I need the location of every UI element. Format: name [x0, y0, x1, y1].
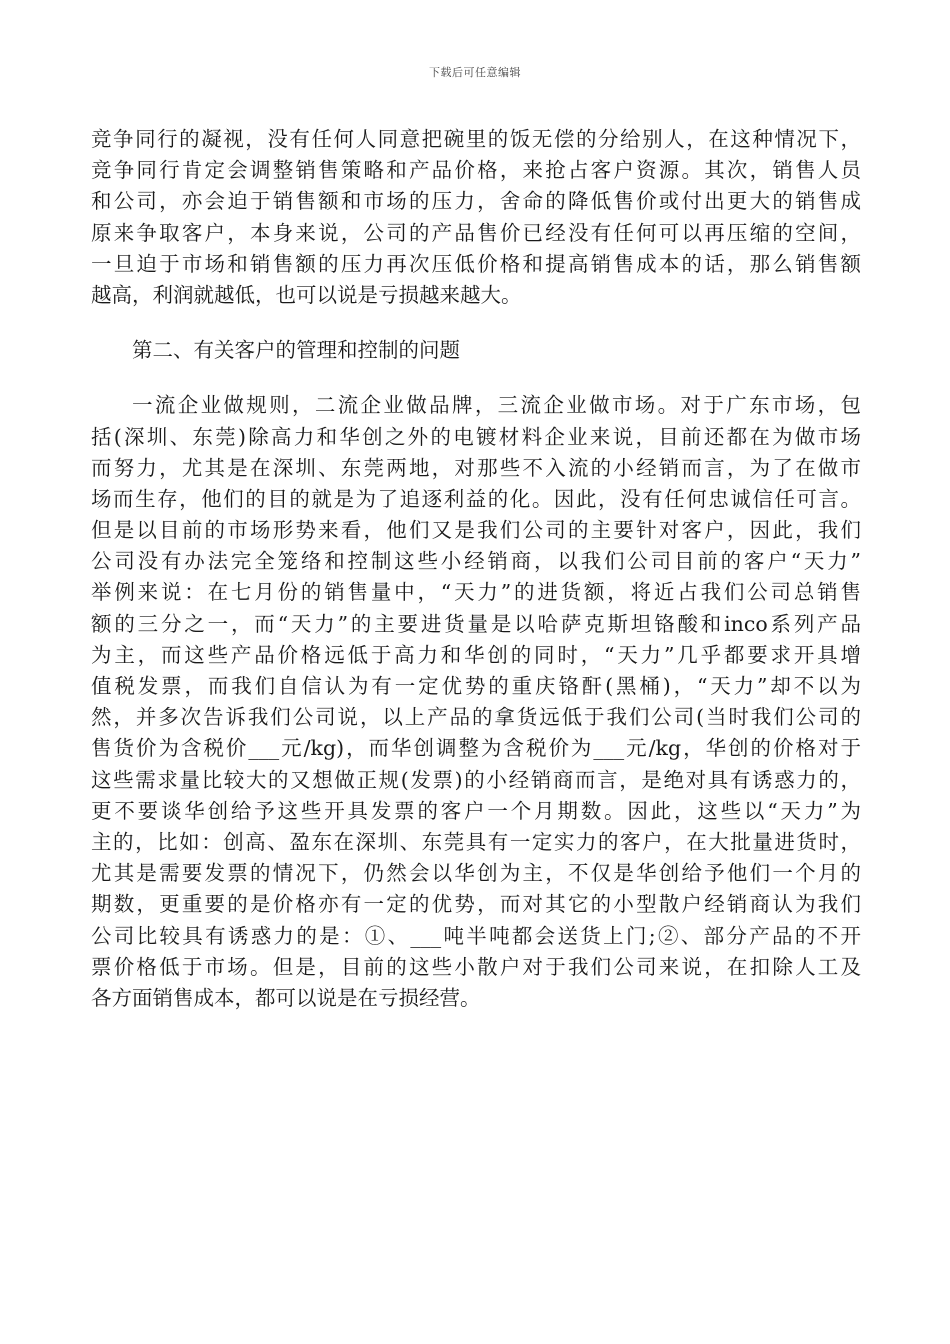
- paragraph-3: [91, 390, 861, 1014]
- text-line: 场而生存，他们的目的就是为了追逐利益的化。因此，没有任何忠诚信任可言。: [91, 486, 861, 511]
- text-line: 竞争同行肯定会调整销售策略和产品价格，来抢占客户资源。其次，销售人员: [91, 158, 861, 183]
- section-heading: [91, 335, 861, 366]
- text-line: 票价格低于市场。但是，目前的这些小散户对于我们公司来说，在扣除人工及: [91, 954, 861, 979]
- text-line: 括(深圳、东莞)除高力和华创之外的电镀材料企业来说，目前还都在为做市场: [91, 424, 861, 449]
- text-line: 主的，比如：创高、盈东在深圳、东莞具有一定实力的客户，在大批量进货时，: [91, 829, 861, 854]
- text-line: 公司比较具有诱惑力的是：①、___吨半吨都会送货上门;②、部分产品的不开: [91, 923, 861, 948]
- text-line: 为主，而这些产品价格远低于高力和华创的同时，“天力”几乎都要求开具增: [91, 642, 861, 667]
- text-line: 售货价为含税价___元/kg)，而华创调整为含税价为___元/kg，华创的价格对于: [91, 736, 861, 761]
- text-line: 各方面销售成本，都可以说是在亏损经营。: [91, 985, 481, 1010]
- text-line: 一旦迫于市场和销售额的压力再次压低价格和提高销售成本的话，那么销售额: [91, 251, 861, 276]
- text-line: 然，并多次告诉我们公司说，以上产品的拿货远低于我们公司(当时我们公司的: [91, 705, 861, 730]
- paragraph-1: [91, 124, 861, 311]
- page-header-note: 下载后可任意编辑: [429, 66, 521, 79]
- text-line: 但是以目前的市场形势来看，他们又是我们公司的主要针对客户，因此，我们: [91, 518, 861, 543]
- text-line: 原来争取客户，本身来说，公司的产品售价已经没有任何可以再压缩的空间，: [91, 220, 861, 245]
- text-line: 和公司，亦会迫于销售额和市场的压力，舍命的降低售价或付出更大的销售成: [91, 189, 861, 214]
- text-line: 尤其是需要发票的情况下，仍然会以华创为主，不仅是华创给予他们一个月的: [91, 861, 861, 886]
- text-line: 越高，利润就越低，也可以说是亏损越来越大。: [91, 282, 522, 307]
- text-line: 额的三分之一，而“天力”的主要进货量是以哈萨克斯坦铬酸和inco系列产品: [91, 611, 861, 636]
- text-line: 一流企业做规则，二流企业做品牌，三流企业做市场。对于广东市场，包: [132, 393, 861, 418]
- heading-line: 第二、有关客户的管理和控制的问题: [132, 338, 460, 363]
- text-line: 举例来说：在七月份的销售量中，“天力”的进货额，将近占我们公司总销售: [91, 580, 861, 605]
- text-line: 这些需求量比较大的又想做正规(发票)的小经销商而言，是绝对具有诱惑力的，: [91, 767, 861, 792]
- text-line: 而努力，尤其是在深圳、东莞两地，对那些不入流的小经销而言，为了在做市: [91, 455, 861, 480]
- document-body: [91, 124, 861, 1014]
- text-line: 公司没有办法完全笼络和控制这些小经销商，以我们公司目前的客户“天力”: [91, 549, 861, 574]
- text-line: 值税发票，而我们自信认为有一定优势的重庆铬酐(黑桶)，“天力”却不以为: [91, 674, 861, 698]
- text-line: 期数，更重要的是价格亦有一定的优势，而对其它的小型散户经销商认为我们: [91, 892, 861, 917]
- text-line: 更不要谈华创给予这些开具发票的客户一个月期数。因此，这些以“天力”为: [91, 798, 861, 823]
- text-line: 竞争同行的凝视，没有任何人同意把碗里的饭无偿的分给别人，在这种情况下，: [91, 127, 861, 151]
